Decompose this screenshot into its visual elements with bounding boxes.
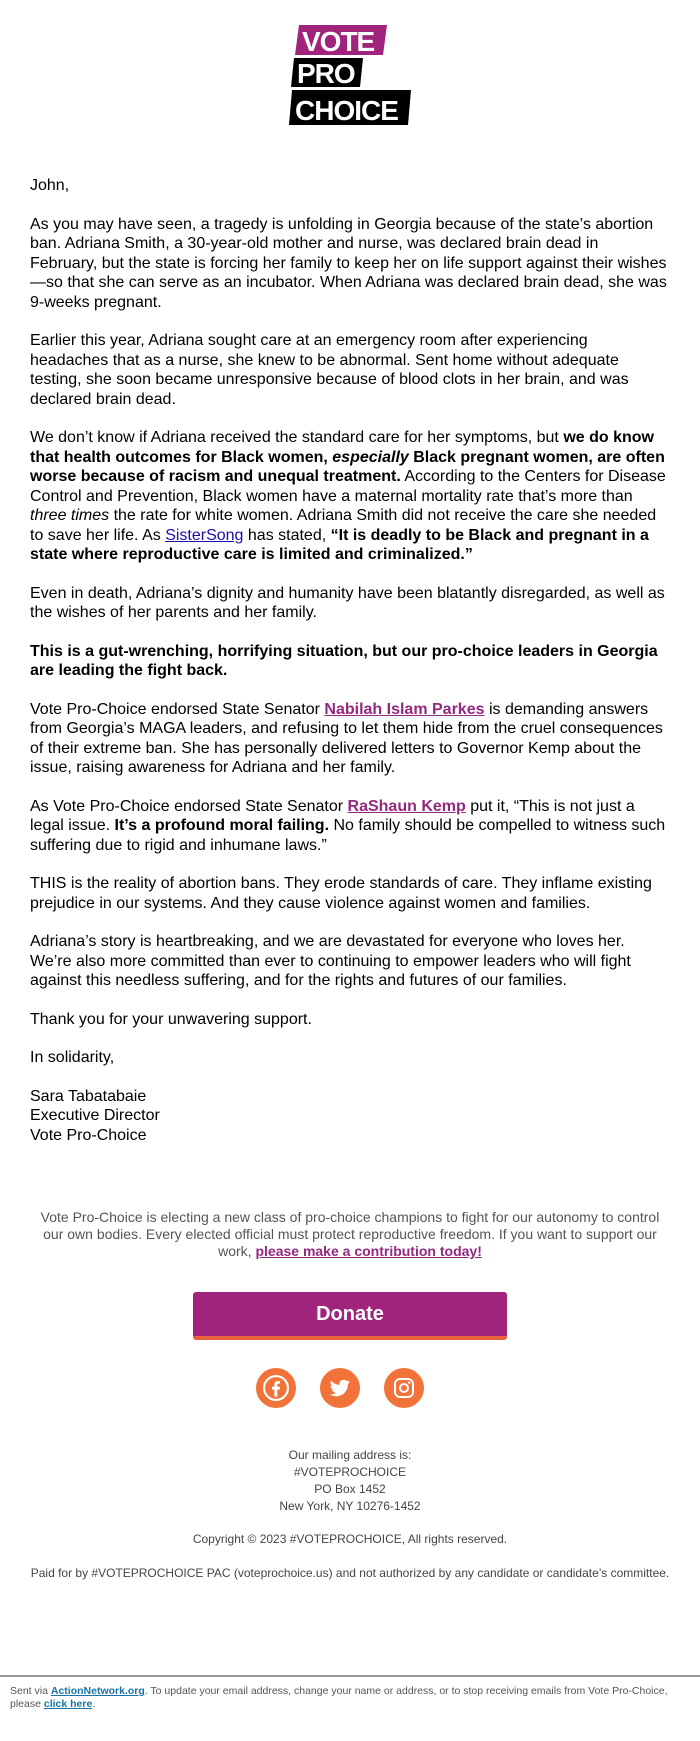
signature-title: Executive Director [30,1107,160,1124]
twitter-icon [328,1376,352,1400]
paragraph-7: As Vote Pro-Choice endorsed State Senator RaShaun Kemp put it, “This is not just a legal issue. It’s a profound moral failing. No family should be compelled to witness such suffering due to rigid and inhumane laws.” [30,797,666,854]
paragraph-9: Adriana’s story is heartbreaking, and we are devastated for everyone who loves her. We’re also more committed than ever to continuing to empower leaders who will fight against this needless suffering, and for the rights and futures of our families. [30,933,631,989]
sent-via-notice: Sent via ActionNetwork.org. To update your email address, change your name or address, or to stop receiving emails from Vote Pro-Choice, please click here. [10,1685,668,1710]
twitter-button[interactable] [320,1368,360,1408]
address-line-1: #VOTEPROCHOICE [293,1465,407,1479]
logo-pro-text: PRO [297,58,355,89]
email-body [30,176,670,1145]
paragraph-2: Earlier this year, Adriana sought care at an emergency room after experiencing headaches that as a nurse, she knew to be abnormal. Sent home without adequate testing, she soon became unresponsive because of blood clots in her brain, and was declared brain dead. [30,332,629,408]
footer-pitch: Vote Pro-Choice is electing a new class of pro-choice champions to fight for our autonomy to control our own bodies. Every elected official must protect reproductive freedom. If you want to support our work, please make a contribution today! [40,1209,660,1259]
address-line-2: PO Box 1452 [314,1482,386,1496]
paid-for-disclaimer: Paid for by #VOTEPROCHOICE PAC (voteprochoice.us) and not authorized by any candidate or candidate’s committee. [30,1566,670,1580]
unsubscribe-link[interactable]: click here [43,1698,93,1710]
vote-pro-choice-logo[interactable] [289,25,413,125]
mailing-address [30,1447,670,1515]
address-line-3: New York, NY 10276-1452 [279,1499,421,1513]
paragraph-3: We don’t know if Adriana received the standard care for her symptoms, but we do know that health outcomes for Black women, especially Black pregnant women, are often worse because of racism and unequal treatment. According to the Centers for Disease Control and Prevention, Black women have a maternal mortality rate that’s more than three times the rate for white women. Adriana Smith did not receive the care she needed to save her life. As SisterSong has stated, “It is deadly to be Black and pregnant in a state where reproductive care is limited and criminalized.” [30,429,666,563]
paragraph-6: Vote Pro-Choice endorsed State Senator Nabilah Islam Parkes is demanding answers from Georgia’s MAGA leaders, and refusing to let them hide from the cruel consequences of their extreme ban. She has personally delivered letters to Governor Kemp about the issue, raising awareness for Adriana and her family. [30,700,663,776]
logo-vote-text: VOTE [302,26,375,57]
facebook-button[interactable] [256,1368,296,1408]
paragraph-10: Thank you for your unwavering support. [30,1010,312,1028]
footer-divider [0,1675,700,1677]
greeting: John, [30,177,70,194]
paragraph-4: Even in death, Adriana’s dignity and humanity have been blatantly disregarded, as well as the wishes of her parents and her family. [30,584,665,621]
paragraph-5: This is a gut-wrenching, horrifying situation, but our pro-choice leaders in Georgia are leading the fight back. [30,642,658,679]
facebook-icon [263,1375,289,1401]
closing: In solidarity, [30,1049,115,1066]
donate-button[interactable]: Donate [193,1292,507,1340]
rashaun-kemp-link[interactable]: RaShaun Kemp [347,797,466,815]
paragraph-8: THIS is the reality of abortion bans. They erode standards of care. They inflame existing prejudice in our systems. And they cause violence against women and families. [30,875,652,912]
sistersong-link[interactable]: SisterSong [165,526,244,544]
mailing-label: Our mailing address is: [288,1448,412,1462]
instagram-icon [392,1376,416,1400]
actionnetwork-link[interactable]: ActionNetwork.org [50,1685,145,1697]
signature-name: Sara Tabatabaie [30,1087,147,1105]
contribution-link[interactable]: please make a contribution today! [255,1243,482,1259]
signature [30,1087,670,1146]
nabilah-islam-parkes-link[interactable]: Nabilah Islam Parkes [324,700,485,718]
paragraph-1: As you may have seen, a tragedy is unfolding in Georgia because of the state’s abortion ban. Adriana Smith, a 30-year-old mother and nurse, was declared brain dead in February, but the state is forcing her family to keep her on life support against their wishes—so that she can serve as an incubator. When Adriana was declared brain dead, she was 9-weeks pregnant. [30,215,667,311]
instagram-button[interactable] [384,1368,424,1408]
logo-choice-text: CHOICE [295,95,398,125]
copyright: Copyright © 2023 #VOTEPROCHOICE, All rights reserved. [192,1532,508,1546]
signature-org: Vote Pro-Choice [30,1126,147,1144]
